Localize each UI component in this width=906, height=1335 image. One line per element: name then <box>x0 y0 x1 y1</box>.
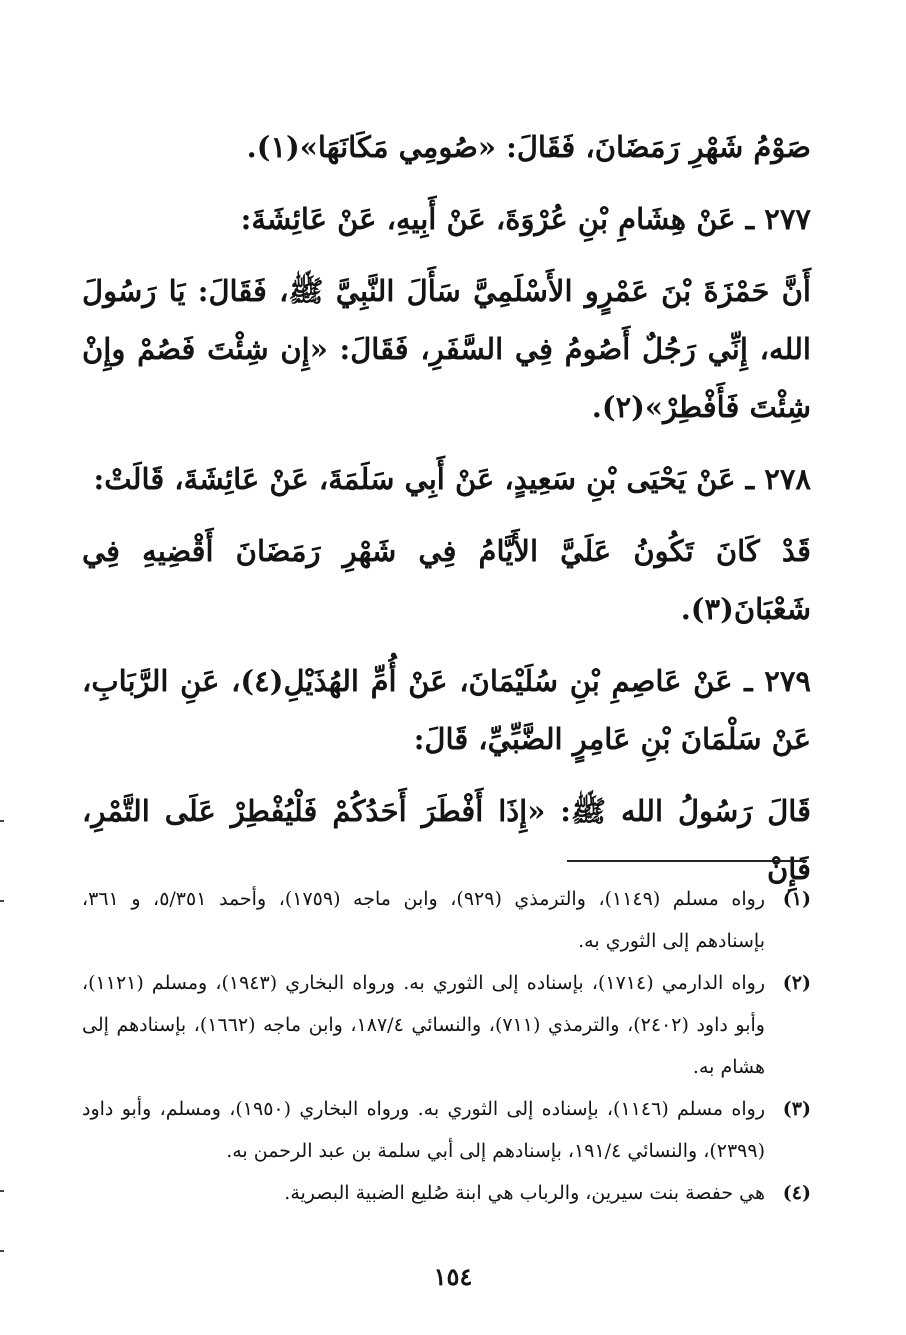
footnote-2 <box>82 962 811 1088</box>
hadith-279-chain: ٢٧٩ ـ عَنْ عَاصِمِ بْنِ سُلَيْمَانَ، عَنْ أُمِّ الهُذَيْلِ(٤)، عَنِ الرَّبَابِ، عَنْ سَلْمَانَ بْنِ عَامِرٍ الضَّبِّيِّ، قَالَ: <box>82 664 811 756</box>
footnote-number: (١) <box>782 888 811 910</box>
paragraph-continuation: صَوْمُ شَهْرِ رَمَضَانَ، فَقَالَ: «صُومِي مَكَانَهَا»(١). <box>246 130 811 164</box>
hadith-279-text: قَالَ رَسُولُ الله ﷺ: «إِذَا أَفْطَرَ أَحَدُكُمْ فَلْيُفْطِرْ عَلَى التَّمْرِ، فَإِنْ <box>82 794 811 886</box>
scan-mark <box>0 1250 4 1252</box>
footnote-text: رواه مسلم (١١٤٦)، بإسناده إلى الثوري به. ورواه البخاري (١٩٥٠)، ومسلم، وأبو داود (٢٣٩٩)، والنسائي ١٩١/٤، بإسنادهم إلى أبي سلمة بن عبد الرحمن به. <box>82 1098 766 1162</box>
footnote-text: رواه مسلم (١١٤٩)، والترمذي (٩٢٩)، وابن ماجه (١٧٥٩)، وأحمد ٥/٣٥١، و ٣٦١، بإسنادهم إلى الثوري به. <box>82 888 765 952</box>
scan-mark <box>0 1190 4 1192</box>
scan-mark <box>0 820 4 822</box>
footnote-number: (٤) <box>782 1182 811 1204</box>
scan-mark <box>0 900 4 902</box>
footnote-4 <box>82 1172 811 1214</box>
footnote-text: رواه الدارمي (١٧١٤)، بإسناده إلى الثوري به. ورواه البخاري (١٩٤٣)، ومسلم (١١٢١)، وأبو داود (٢٤٠٢)، والترمذي (٧١١)، والنسائي ١٨٧/٤، وابن ماجه (١٦٦٢)، بإسنادهم إلى هشام به. <box>82 972 766 1078</box>
footnote-text: هي حفصة بنت سيرين، والرباب هي ابنة صُليع الضبية البصرية. <box>284 1182 765 1204</box>
hadith-277-chain: ٢٧٧ ـ عَنْ هِشَامِ بْنِ عُرْوَةَ، عَنْ أَبِيهِ، عَنْ عَائِشَةَ: <box>240 202 811 236</box>
footnotes <box>82 878 811 1214</box>
main-text <box>82 118 811 898</box>
footnote-3 <box>82 1088 811 1172</box>
footnote-number: (٢) <box>782 972 811 994</box>
hadith-278-text: قَدْ كَانَ تَكُونُ عَلَيَّ الأَيَّامُ فِي شَهْرِ رَمَضَانَ أَقْضِيهِ فِي شَعْبَانَ(٣). <box>82 534 811 626</box>
hadith-278-chain: ٢٧٨ ـ عَنْ يَحْيَى بْنِ سَعِيدٍ، عَنْ أَبِي سَلَمَةَ، عَنْ عَائِشَةَ، قَالَتْ: <box>93 462 811 496</box>
footnote-1 <box>82 878 811 962</box>
page-number: ١٥٤ <box>433 1262 473 1291</box>
footnote-number: (٣) <box>782 1098 811 1120</box>
hadith-277-text: أَنَّ حَمْزَةَ بْنَ عَمْرٍو الأَسْلَمِيَّ سَأَلَ النَّبِيَّ ﷺ، فَقَالَ: يَا رَسُولَ الله، إِنِّي رَجُلٌ أَصُومُ فِي السَّفَرِ، فَقَالَ: «إِن شِئْتَ فَصُمْ وإِنْ شِئْتَ فَأَفْطِرْ»(٢). <box>82 274 811 424</box>
footnote-separator <box>567 860 807 862</box>
